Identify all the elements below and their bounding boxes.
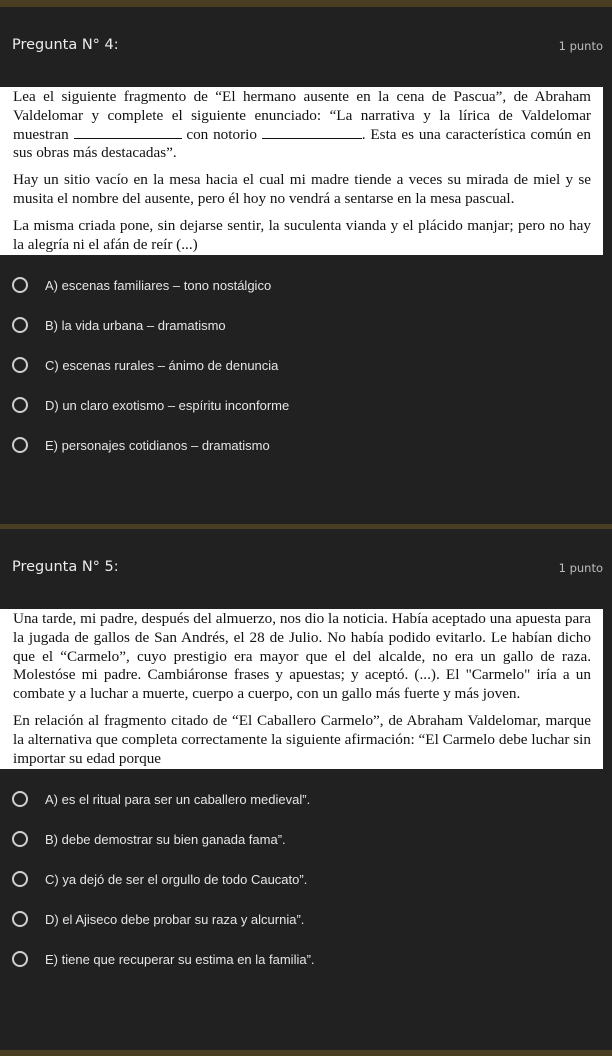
option-a[interactable] — [0, 265, 612, 305]
option-label: C) ya dejó de ser el orgullo de todo Caucato”. — [45, 871, 308, 887]
option-label: E) tiene que recuperar su estima en la familia”. — [45, 951, 315, 967]
question-title: Pregunta N° 5: — [12, 559, 119, 575]
answer-options — [0, 779, 612, 979]
radio-button[interactable] — [12, 397, 28, 413]
option-e[interactable] — [0, 425, 612, 465]
option-c[interactable] — [0, 859, 612, 899]
passage-paragraph: Hay un sitio vacío en la mesa hacia el cual mi madre tiende a veces su mirada de miel y se musita el nombre del ausente, pero él hoy no vendrá a sentarse en la mesa pascual. — [13, 171, 591, 207]
radio-button[interactable] — [12, 791, 28, 807]
passage-text: Lea el siguiente fragmento de “El hermano ausente en la cena de Pascua”, de Abraham Valdelomar y complete el siguiente enunciado: “La narrativa y la lírica de Valdelomar muestran — [13, 88, 591, 143]
passage-paragraph: En relación al fragmento citado de “El Caballero Carmelo”, de Abraham Valdelomar, marque la alternativa que completa correctamente la siguiente afirmación: “El Carmelo debe luchar sin importar su edad porque — [13, 711, 591, 767]
passage-paragraph: Una tarde, mi padre, después del almuerzo, nos dio la noticia. Había aceptado una apuesta para la jugada de gallos de San Andrés, el 28 de Julio. No había podido evitarlo. Le habían dicho que el “Carmelo”, cuyo prestigio era mayor que el del alcalde, no era un gallo de raza. Molestóse mi padre. Cambiáronse frases y apuestas; y aceptó. (...). El "Carmelo" iría a un combate y a luchar a muerte, cuerpo a cuerpo, con un gallo más fuerte y más joven. — [13, 610, 591, 703]
option-label: A) es el ritual para ser un caballero medieval”. — [45, 791, 311, 807]
option-b[interactable] — [0, 305, 612, 345]
option-label: B) la vida urbana – dramatismo — [45, 317, 226, 333]
radio-button[interactable] — [12, 437, 28, 453]
radio-button[interactable] — [12, 951, 28, 967]
fill-blank — [262, 126, 362, 139]
question-passage-image — [0, 609, 603, 769]
question-points: 1 punto — [558, 39, 603, 53]
radio-button[interactable] — [12, 871, 28, 887]
option-d[interactable] — [0, 385, 612, 425]
question-header — [0, 7, 612, 93]
question-title: Pregunta N° 4: — [12, 37, 119, 53]
option-label: E) personajes cotidianos – dramatismo — [45, 437, 270, 453]
radio-button[interactable] — [12, 357, 28, 373]
passage-paragraph — [13, 88, 591, 163]
option-label: C) escenas rurales – ánimo de denuncia — [45, 357, 279, 373]
option-c[interactable] — [0, 345, 612, 385]
option-e[interactable] — [0, 939, 612, 979]
bottom-accent-bar — [0, 1050, 612, 1056]
radio-button[interactable] — [12, 277, 28, 293]
top-accent-bar — [0, 0, 612, 7]
option-d[interactable] — [0, 899, 612, 939]
radio-button[interactable] — [12, 317, 28, 333]
option-label: D) el Ajiseco debe probar su raza y alcurnia”. — [45, 911, 305, 927]
fill-blank — [74, 126, 182, 139]
passage-paragraph: La misma criada pone, sin dejarse sentir, la suculenta vianda y el plácido manjar; pero no hay la alegría ni el afán de reír (...) — [13, 216, 591, 253]
question-header — [0, 529, 612, 615]
option-a[interactable] — [0, 779, 612, 819]
answer-options — [0, 265, 612, 465]
question-card-5 — [0, 529, 612, 1050]
option-b[interactable] — [0, 819, 612, 859]
option-label: A) escenas familiares – tono nostálgico — [45, 277, 272, 293]
option-label: D) un claro exotismo – espíritu inconforme — [45, 397, 290, 413]
passage-text: con notorio — [181, 125, 262, 143]
radio-button[interactable] — [12, 831, 28, 847]
option-label: B) debe demostrar su bien ganada fama”. — [45, 831, 286, 847]
question-card-4 — [0, 7, 612, 524]
question-passage-image — [0, 87, 603, 255]
question-points: 1 punto — [558, 561, 603, 575]
passage-text: . Esta es una característica común en sus obras más destacadas”. — [13, 125, 591, 162]
radio-button[interactable] — [12, 911, 28, 927]
